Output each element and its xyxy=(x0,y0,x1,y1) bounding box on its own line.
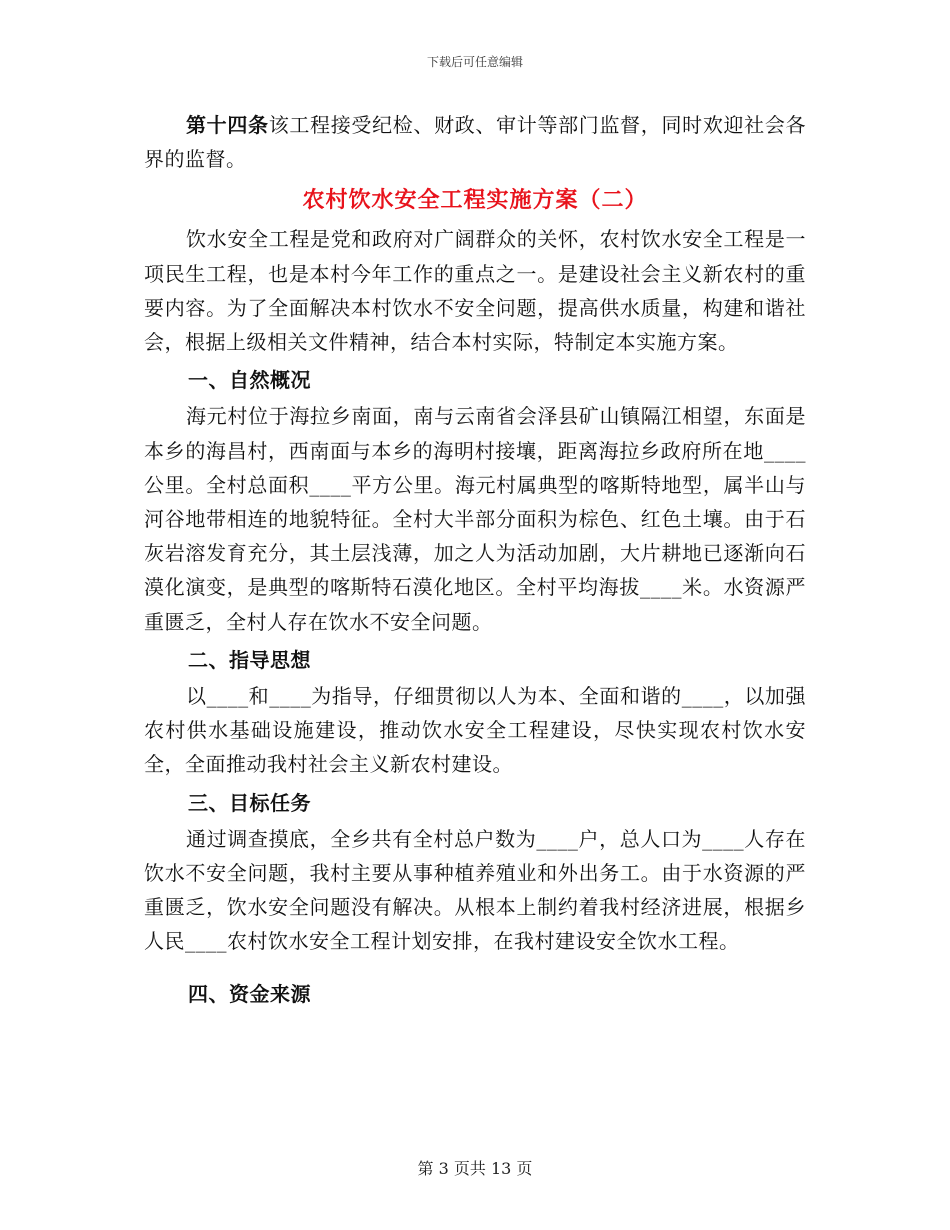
page-header: 下载后可任意编辑 xyxy=(426,55,523,69)
section-heading-funding-source: 四、资金来源 xyxy=(188,981,311,1006)
spacer xyxy=(144,959,806,973)
section-body-goals-tasks: 通过调查摸底，全乡共有全村总户数为____户，总人口为____人存在饮水不安全问题，我村主要从事种植养殖业和外出务工。由于水资源的严重匮乏，饮水安全问题没有解决。从根本上制约着我村经济进展，根据乡人民____农村饮水安全工程计划安排，在我村建设安全饮水工程。 xyxy=(144,826,806,954)
section-heading-natural-overview: 一、自然概况 xyxy=(188,368,311,393)
document-title: 农村饮水安全工程实施方案（二） xyxy=(302,187,648,214)
article-14-label: 第十四条 xyxy=(186,113,269,137)
section-heading-guiding-ideology: 二、指导思想 xyxy=(188,647,311,672)
page-footer: 第 3 页共 13 页 xyxy=(417,1159,533,1178)
section-heading-goals-tasks: 三、目标任务 xyxy=(188,790,311,815)
intro-paragraph: 饮水安全工程是党和政府对广阔群众的关怀，农村饮水安全工程是一项民生工程，也是本村今年工作的重点之一。是建设社会主义新农村的重要内容。为了全面解决本村饮水不安全问题，提高供水质量，构建和谐社会，根据上级相关文件精神，结合本村实际，特制定本实施方案。 xyxy=(144,227,806,355)
article-14-paragraph xyxy=(144,108,806,176)
article-14-text: 该工程接受纪检、财政、审计等部门监督，同时欢迎社会各界的监督。 xyxy=(144,113,807,172)
document-body xyxy=(144,108,806,1013)
section-body-natural-overview: 海元村位于海拉乡南面，南与云南省会泽县矿山镇隔江相望，东面是本乡的海昌村，西南面与本乡的海明村接壤，距离海拉乡政府所在地____公里。全村总面积____平方公里。海元村属典型的喀斯特地型，属半山与河谷地带相连的地貌特征。全村大半部分面积为棕色、红色土壤。由于石灰岩溶发育充分，其土层浅薄，加之人为活动加剧，大片耕地已逐渐向石漠化演变，是典型的喀斯特石漠化地区。全村平均海拔____米。水资源严重匮乏，全村人存在饮水不安全问题。 xyxy=(144,404,806,634)
section-body-guiding-ideology: 以____和____为指导，仔细贯彻以人为本、全面和谐的____，以加强农村供水基础设施建设，推动饮水安全工程建设，尽快实现农村饮水安全，全面推动我村社会主义新农村建设。 xyxy=(144,684,806,777)
